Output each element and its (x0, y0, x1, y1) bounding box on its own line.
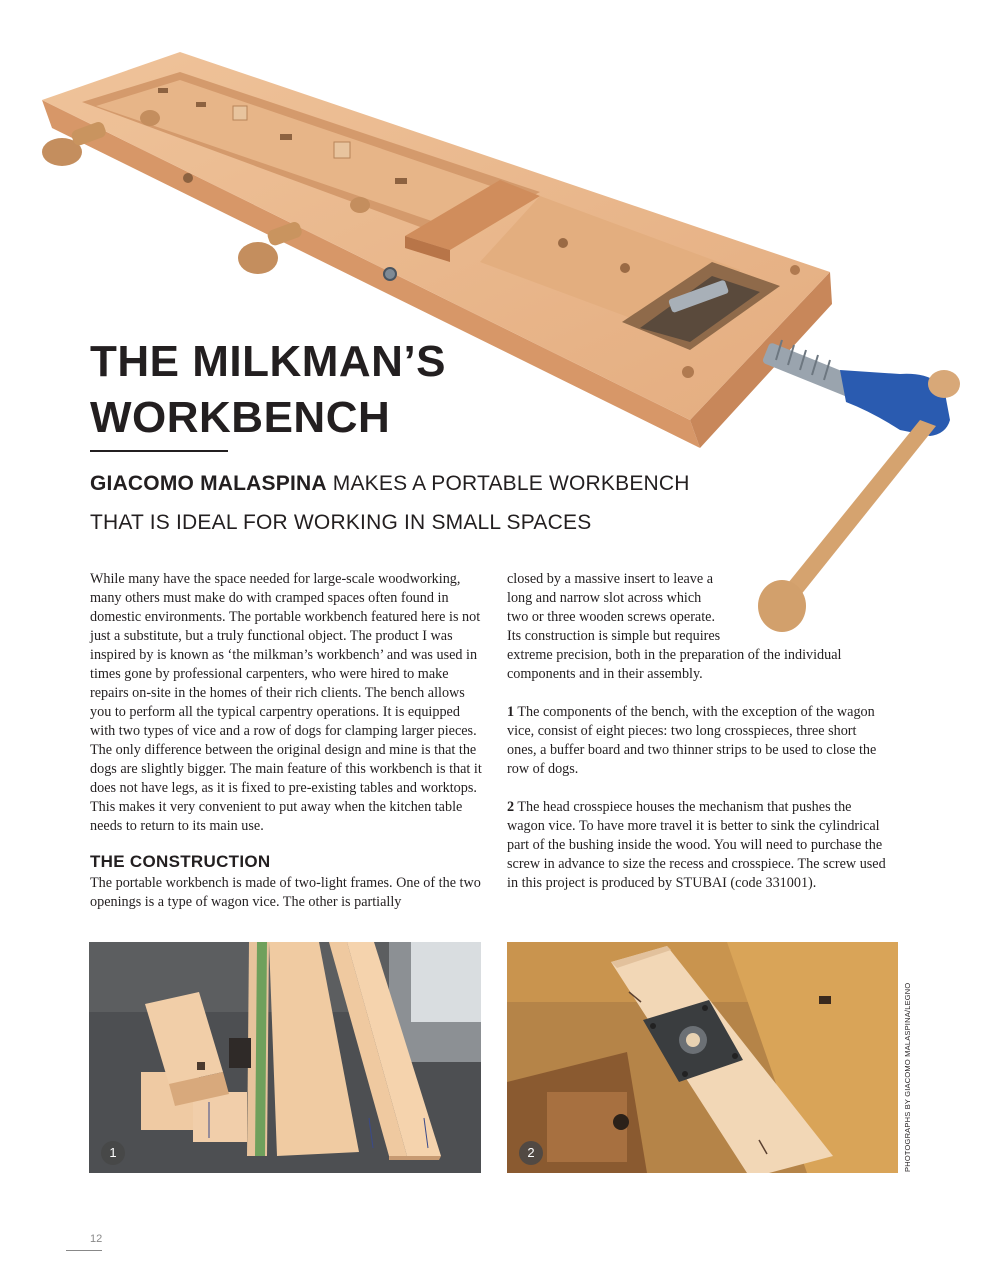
subtitle-line-1: MAKES A PORTABLE WORKBENCH (326, 472, 690, 495)
photo-credit: PHOTOGRAPHS BY GIACOMO MALASPINA/LEGNO (903, 982, 912, 1172)
photo-1-number-badge: 1 (101, 1141, 125, 1165)
step-2-text: The head crosspiece houses the mechanism that pushes the wagon vice. To have more travel it is better to sink the cylindrical part of the bushing inside the wood. You will need to purchase the screw in advance to size the recess and crosspiece. The screw used in this project is produced by STUBAI (code 331001). (507, 799, 886, 891)
subtitle-line-2: THAT IS IDEAL FOR WORKING IN SMALL SPACES (90, 511, 592, 534)
article-title-line-1: THE MILKMAN’S (90, 337, 447, 386)
section-heading-construction: THE CONSTRUCTION (90, 852, 271, 871)
step-1-paragraph (507, 703, 887, 779)
page-number-rule (66, 1250, 102, 1251)
continued-tail: extreme precision, both in the preparation of the individual components and in their assembly. (507, 647, 842, 682)
photo-2-number-badge: 2 (519, 1141, 543, 1165)
intro-paragraph: While many have the space needed for large-scale woodworking, many others must make do with cramped spaces often found in domestic environments. The portable workbench featured here is not just a substitute, but a truly functional object. The product I was inspired by is known as ‘the milkman’s workbench’ and was used in times gone by professional carpenters, who were hired to make repairs on-site in the homes of their rich clients. The bench allows you to perform all the typical carpentry operations. It is equipped with two types of vice and a row of dogs for clamping larger pieces. The only difference between the original design and mine is that the dogs are slightly bigger. The main feature of this workbench is that it does not have legs, as it is fixed to pre-existing tables and worktops. This makes it very convenient to put away when the kitchen table needs to return to its main use. (90, 571, 482, 834)
continued-line-4: Its construction is simple but requires (507, 628, 721, 644)
photo-head-crosspiece-bushing (507, 942, 898, 1173)
continued-line-1: closed by a massive insert to leave a (507, 571, 714, 587)
continued-line-2: long and narrow slot across which (507, 590, 702, 606)
title-divider (90, 450, 228, 452)
photo-1-image (89, 942, 481, 1173)
page-number: 12 (90, 1233, 103, 1245)
step-1-text: The components of the bench, with the exception of the wagon vice, consist of eight pieces: two long crosspieces, three short ones, a buffer board and two thinner strips to be used to close the row of dogs. (507, 704, 877, 777)
article-title-line-2: WORKBENCH (90, 393, 391, 442)
article-subtitle (90, 464, 730, 542)
continued-line-3: two or three wooden screws operate. (507, 609, 716, 625)
article-title (90, 334, 610, 446)
author-name: GIACOMO MALASPINA (90, 472, 327, 495)
photo-bench-components (89, 942, 481, 1173)
construction-paragraph: The portable workbench is made of two-light frames. One of the two openings is a type of wagon vice. The other is partially (90, 875, 481, 910)
construction-paragraph-continued (507, 570, 887, 684)
step-2-paragraph (507, 798, 887, 893)
step-2-number: 2 (507, 799, 515, 815)
step-1-number: 1 (507, 704, 515, 720)
photo-2-image (507, 942, 898, 1173)
